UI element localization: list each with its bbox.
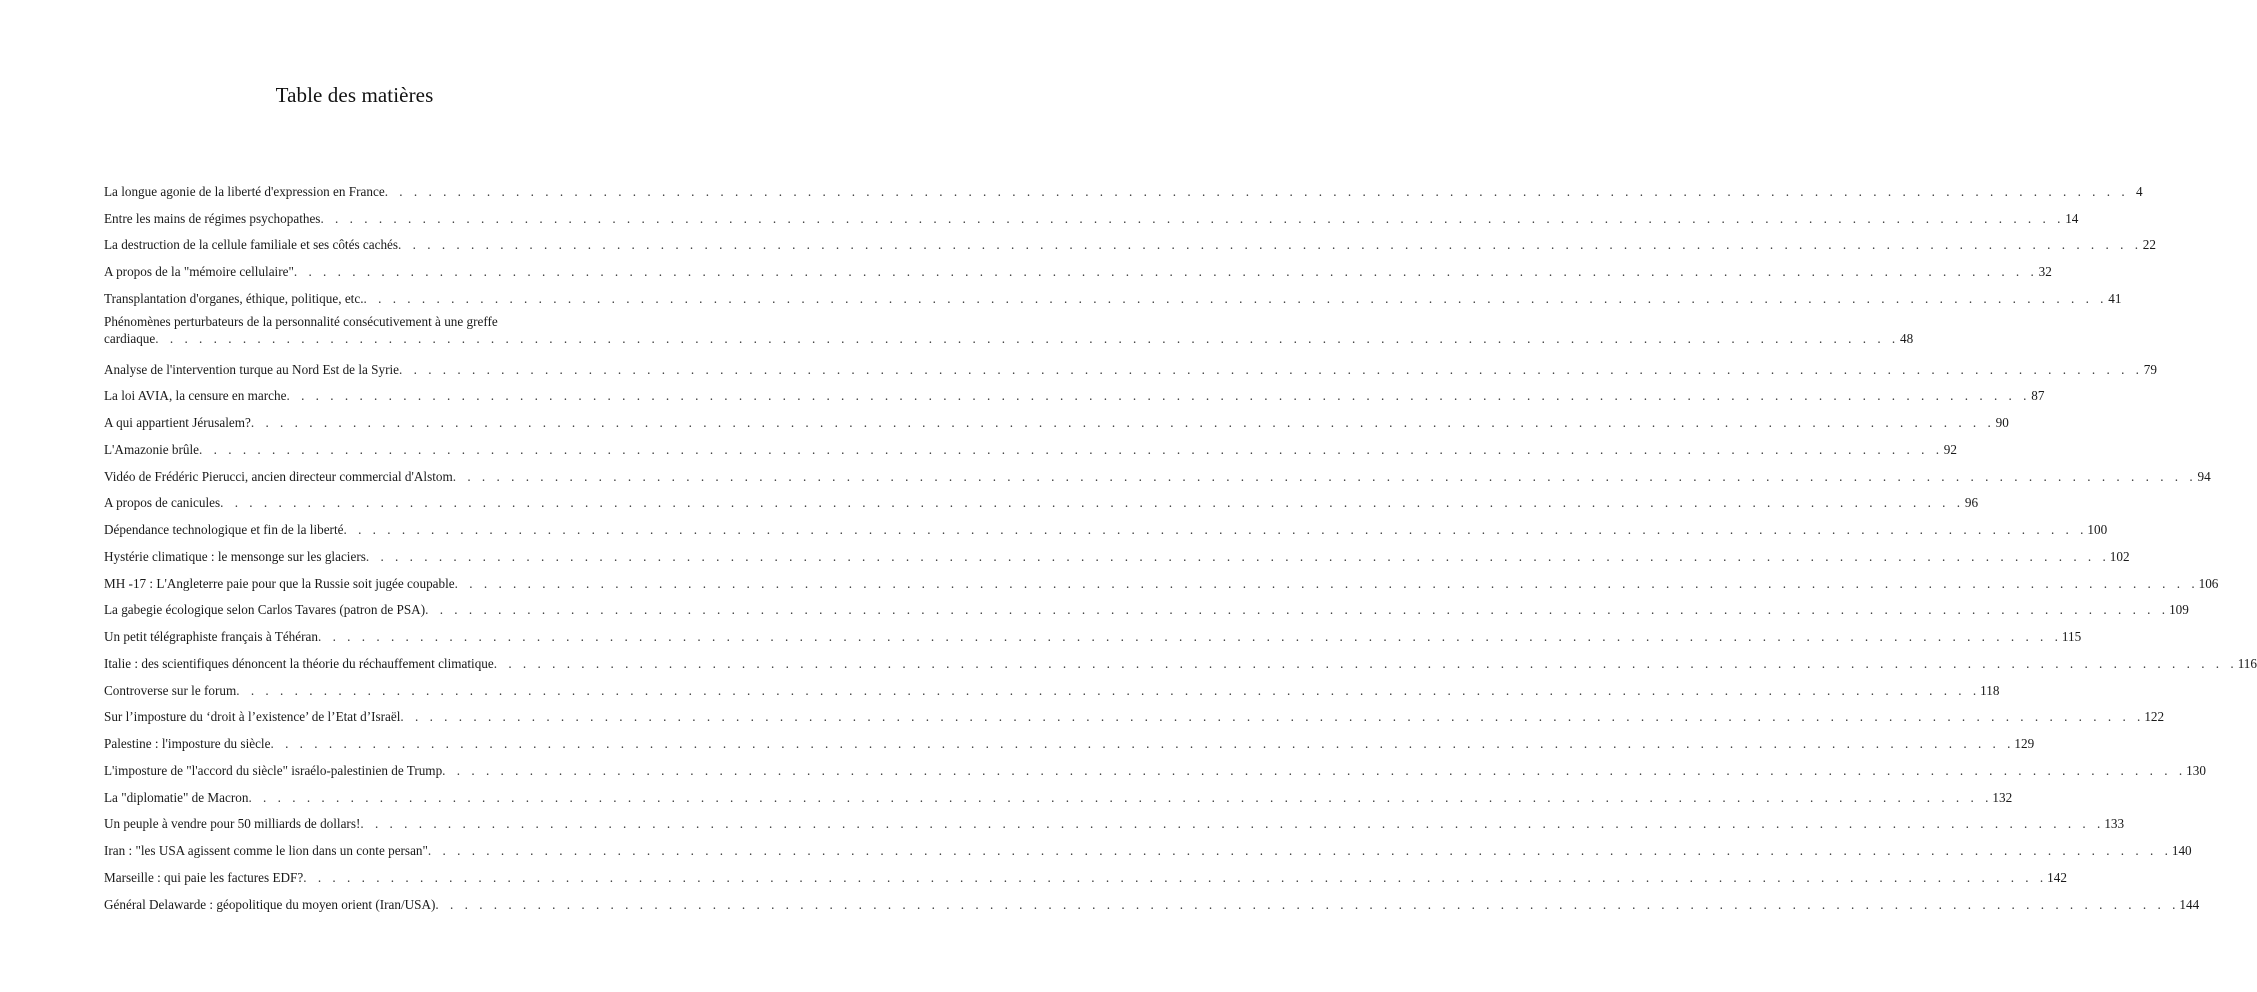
- toc-entry-page: 32: [2038, 264, 2052, 279]
- leader-dots: . . . . . . . . . . . . . . . . . . . . . . . . . . . . . . . . . . . . . . . . . . . . . . . . . . . . . . . . . . . . . . . . . . . . . . . . . . . . . . . . . . . . . . . . . . . . . . . . . . . . . . . . . . . . . . . . . . . . . . . .: [452, 468, 2197, 484]
- leader-dots: . . . . . . . . . . . . . . . . . . . . . . . . . . . . . . . . . . . . . . . . . . . . . . . . . . . . . . . . . . . . . . . . . . . . . . . . . . . . . . . . . . . . . . . . . . . . . . . . . . . . . . . . . . . . . . . . . . . . . . . .: [493, 655, 2238, 671]
- toc-entry-title: La gabegie écologique selon Carlos Tavares (patron de PSA): [104, 602, 426, 618]
- toc-entry[interactable]: [104, 256, 2052, 283]
- toc-entry[interactable]: [104, 755, 2206, 782]
- leader-dots: . . . . . . . . . . . . . . . . . . . . . . . . . . . . . . . . . . . . . . . . . . . . . . . . . . . . . . . . . . . . . . . . . . . . . . . . . . . . . . . . . . . . . . . . . . . . . . . . . . . . . . . . . . . . . . . . . . . . . . . .: [220, 495, 1965, 511]
- toc-entry[interactable]: [104, 407, 2009, 434]
- leader-dots: . . . . . . . . . . . . . . . . . . . . . . . . . . . . . . . . . . . . . . . . . . . . . . . . . . . . . . . . . . . . . . . . . . . . . . . . . . . . . . . . . . . . . . . . . . . . . . . . . . . . . . . . . . . . . . . . . . . . . . . .: [343, 522, 2088, 537]
- toc-entry[interactable]: [104, 568, 2219, 595]
- toc-entry-page: 100: [2087, 522, 2108, 537]
- toc-entry-page: 144: [2179, 896, 2200, 912]
- toc-entry-page: 116: [2237, 655, 2257, 671]
- toc-entry-page: 79: [2143, 361, 2157, 377]
- toc-entry[interactable]: [104, 809, 2125, 836]
- toc-entry-title: L'Amazonie brûle: [104, 441, 200, 457]
- leader-dots: . . . . . . . . . . . . . . . . . . . . . . . . . . . . . . . . . . . . . . . . . . . . . . . . . . . . . . . . . . . . . . . . . . . . . . . . . . . . . . . . . . . . . . . . . . . . . . . . . . . . . . . . . . . . . . . . . . . . . . . .: [425, 602, 2170, 618]
- toc-entry-page: 4: [2136, 183, 2143, 199]
- toc-entry-title: Analyse de l'intervention turque au Nord Est de la Syrie: [104, 361, 399, 377]
- toc-entry-title: Entre les mains de régimes psychopathes: [104, 210, 321, 226]
- toc-entry-title: Hystérie climatique : le mensonge sur les glaciers: [104, 548, 366, 564]
- toc-entry-title: Dépendance technologique et fin de la liberté: [104, 522, 344, 537]
- toc-entry[interactable]: [104, 176, 2143, 203]
- toc-entry-title: Général Delawarde : géopolitique du moyen orient (Iran/USA): [104, 896, 436, 912]
- toc-entry-title: A propos de canicules: [104, 495, 221, 511]
- toc-entry-title: Italie : des scientifiques dénoncent la théorie du réchauffement climatique: [104, 655, 494, 671]
- toc-entry-page: 92: [1943, 441, 1957, 457]
- toc-entry-title: La "diplomatie" de Macron: [104, 789, 249, 805]
- toc-entry-page: 122: [2144, 709, 2165, 725]
- toc-entry[interactable]: [104, 862, 2067, 889]
- toc-entry[interactable]: [104, 283, 2122, 310]
- toc-entry[interactable]: [104, 230, 2156, 257]
- toc-entry-title: L'imposture de "l'accord du siècle" israélo-palestinien de Trump: [104, 762, 443, 778]
- toc-entry-page: 87: [2031, 388, 2045, 404]
- leader-dots: . . . . . . . . . . . . . . . . . . . . . . . . . . . . . . . . . . . . . . . . . . . . . . . . . . . . . . . . . . . . . . . . . . . . . . . . . . . . . . . . . . . . . . . . . . . . . . . . . . . . . . . . . . . . . . . . . . . . . . . .: [365, 548, 2110, 564]
- leader-dots: . . . . . . . . . . . . . . . . . . . . . . . . . . . . . . . . . . . . . . . . . . . . . . . . . . . . . . . . . . . . . . . . . . . . . . . . . . . . . . . . . . . . . . . . . . . . . . . . . . . . . . . . . . . . . . . . . . . . . . . .: [398, 237, 2142, 253]
- toc-entry[interactable]: [104, 541, 2130, 568]
- toc-entry[interactable]: [104, 461, 2211, 488]
- toc-entry[interactable]: [104, 488, 1979, 515]
- toc-entry[interactable]: [104, 381, 2045, 408]
- leader-dots: . . . . . . . . . . . . . . . . . . . . . . . . . . . . . . . . . . . . . . . . . . . . . . . . . . . . . . . . . . . . . . . . . . . . . . . . . . . . . . . . . . . . . . . . . . . . . . . . . . . . . . . . . . . . . . . . . . . . . . . .: [400, 709, 2145, 725]
- toc-entry-page: 96: [1964, 495, 1979, 511]
- leader-dots: . . . . . . . . . . . . . . . . . . . . . . . . . . . . . . . . . . . . . . . . . . . . . . . . . . . . . . . . . . . . . . . . . . . . . . . . . . . . . . . . . . . . . . . . . . . . . . . . . . . . . . . . . . . . . . . . . . . . . . . .: [248, 789, 1993, 805]
- toc-entry-page: 130: [2186, 762, 2206, 778]
- leader-dots: . . . . . . . . . . . . . . . . . . . . . . . . . . . . . . . . . . . . . . . . . . . . . . . . . . . . . . . . . . . . . . . . . . . . . . . . . . . . . . . . . . . . . . . . . . . . . . . . . . . . . . . . . . . . . . . . . . . . . . . .: [360, 816, 2105, 832]
- leader-dots: . . . . . . . . . . . . . . . . . . . . . . . . . . . . . . . . . . . . . . . . . . . . . . . . . . . . . . . . . . . . . . . . . . . . . . . . . . . . . . . . . . . . . . . . . . . . . . . . . . . . . . . . . . . . . . . . . . . . . . . .: [427, 843, 2172, 858]
- leader-dots: . . . . . . . . . . . . . . . . . . . . . . . . . . . . . . . . . . . . . . . . . . . . . . . . . . . . . . . . . . . . . . . . . . . . . . . . . . . . . . . . . . . . . . . . . . . . . . . . . . . . . . . . . . . . . . . . . . . . . . . .: [435, 896, 2180, 912]
- toc-entry-title: La loi AVIA, la censure en marche: [104, 388, 287, 404]
- leader-dots: . . . . . . . . . . . . . . . . . . . . . . . . . . . . . . . . . . . . . . . . . . . . . . . . . . . . . . . . . . . . . . . . . . . . . . . . . . . . . . . . . . . . . . . . . . . . . . . . . . . . . . . . . . . . . . . . . . . . . . . .: [320, 210, 2065, 226]
- toc-entry[interactable]: [104, 354, 2157, 381]
- toc-entry[interactable]: [104, 514, 2108, 541]
- toc-entry[interactable]: [104, 310, 1914, 354]
- toc-entry[interactable]: [104, 889, 2200, 916]
- toc-entry-title: Controverse sur le forum: [104, 682, 237, 698]
- toc-entry-title: Transplantation d'organes, éthique, politique, etc.: [104, 290, 364, 306]
- toc-entry-page: 142: [2047, 869, 2067, 885]
- leader-dots: . . . . . . . . . . . . . . . . . . . . . . . . . . . . . . . . . . . . . . . . . . . . . . . . . . . . . . . . . . . . . . . . . . . . . . . . . . . . . . . . . . . . . . . . . . . . . . . . . . . . . . . . . . . . . . . . . . . . . . . .: [236, 682, 1981, 698]
- toc-entry-title: A propos de la "mémoire cellulaire": [104, 264, 294, 279]
- leader-dots: . . . . . . . . . . . . . . . . . . . . . . . . . . . . . . . . . . . . . . . . . . . . . . . . . . . . . . . . . . . . . . . . . . . . . . . . . . . . . . . . . . . . . . . . . . . . . . . . . . . . . . . . . . . . . . . . . . . . . . . .: [250, 415, 1995, 430]
- leader-dots: . . . . . . . . . . . . . . . . . . . . . . . . . . . . . . . . . . . . . . . . . . . . . . . . . . . . . . . . . . . . . . . . . . . . . . . . . . . . . . . . . . . . . . . . . . . . . . . . . . . . . . . . . . . . . . . . . . . . . . . .: [199, 441, 1943, 457]
- toc-entry-title: Phénomènes perturbateurs de la personnalité consécutivement à une greffe: [104, 313, 498, 329]
- leader-dots: . . . . . . . . . . . . . . . . . . . . . . . . . . . . . . . . . . . . . . . . . . . . . . . . . . . . . . . . . . . . . . . . . . . . . . . . . . . . . . . . . . . . . . . . . . . . . . . . . . . . . . . . . . . . . . . . . . . . . . . .: [303, 869, 2048, 885]
- toc-entry[interactable]: [104, 621, 2082, 648]
- leader-dots: . . . . . . . . . . . . . . . . . . . . . . . . . . . . . . . . . . . . . . . . . . . . . . . . . . . . . . . . . . . . . . . . . . . . . . . . . . . . . . . . . . . . . . . . . . . . . . . . . . . . . . . . . . . . . . . . . . . . . . . .: [317, 629, 2062, 644]
- toc-entry[interactable]: [104, 203, 2079, 230]
- toc-entry-title: Marseille : qui paie les factures EDF?: [104, 869, 304, 885]
- toc-entry-page: 48: [1900, 330, 1914, 346]
- toc-entry-page: 22: [2142, 237, 2156, 253]
- toc-entry-page: 106: [2198, 575, 2219, 591]
- toc-entry[interactable]: [104, 595, 2189, 622]
- table-of-contents: [104, 176, 2257, 916]
- toc-entry-title: La destruction de la cellule familiale et ses côtés cachés: [104, 237, 399, 253]
- toc-entry[interactable]: [104, 675, 2000, 702]
- toc-entry[interactable]: [104, 702, 2165, 729]
- toc-entry[interactable]: [104, 835, 2192, 862]
- leader-dots: . . . . . . . . . . . . . . . . . . . . . . . . . . . . . . . . . . . . . . . . . . . . . . . . . . . . . . . . . . . . . . . . . . . . . . . . . . . . . . . . . . . . . . . . . . . . . . . . . . . . . . . . . . . . . . . . . . . . . . . .: [384, 183, 2129, 199]
- leader-dots: . . . . . . . . . . . . . . . . . . . . . . . . . . . . . . . . . . . . . . . . . . . . . . . . . . . . . . . . . . . . . . . . . . . . . . . . . . . . . . . . . . . . . . . . . . . . . . . . . . . . . . . . . . . . . . . . . . . . . . . .: [286, 388, 2031, 404]
- toc-entry-page: 129: [2014, 736, 2035, 751]
- toc-entry-title: Sur l’imposture du ‘droit à l’existence’ de l’Etat d’Israël: [104, 709, 401, 725]
- leader-dots: . . . . . . . . . . . . . . . . . . . . . . . . . . . . . . . . . . . . . . . . . . . . . . . . . . . . . . . . . . . . . . . . . . . . . . . . . . . . . . . . . . . . . . . . . . . . . . . . . . . . . . . . . . . . . . . . . . . . . . . .: [270, 736, 2015, 751]
- toc-entry-title: Iran : "les USA agissent comme le lion dans un conte persan": [104, 843, 428, 858]
- toc-entry-page: 41: [2108, 290, 2122, 306]
- toc-entry-title: MH -17 : L'Angleterre paie pour que la Russie soit jugée coupable: [104, 575, 455, 591]
- toc-entry-title-continued: cardiaque: [104, 330, 156, 346]
- leader-dots: . . . . . . . . . . . . . . . . . . . . . . . . . . . . . . . . . . . . . . . . . . . . . . . . . . . . . . . . . . . . . . . . . . . . . . . . . . . . . . . . . . . . . . . . . . . . . . . . . . . . . . . . . . . . . . . . . . . . . . . .: [293, 264, 2038, 279]
- toc-entry-title: Un petit télégraphiste français à Téhéran: [104, 629, 318, 644]
- toc-entry-title: A qui appartient Jérusalem?: [104, 415, 251, 430]
- toc-entry-page: 94: [2197, 468, 2211, 484]
- toc-entry-page: 140: [2171, 843, 2192, 858]
- toc-entry-page: 115: [2061, 629, 2082, 644]
- toc-entry-page: 118: [1980, 682, 2000, 698]
- toc-entry-title: Un peuple à vendre pour 50 milliards de dollars!: [104, 816, 361, 832]
- leader-dots: . . . . . . . . . . . . . . . . . . . . . . . . . . . . . . . . . . . . . . . . . . . . . . . . . . . . . . . . . . . . . . . . . . . . . . . . . . . . . . . . . . . . . . . . . . . . . . . . . . . . . . . . . . . . . . . . . . . . . . . .: [399, 361, 2143, 377]
- leader-dots: . . . . . . . . . . . . . . . . . . . . . . . . . . . . . . . . . . . . . . . . . . . . . . . . . . . . . . . . . . . . . . . . . . . . . . . . . . . . . . . . . . . . . . . . . . . . . . . . . . . . . . . . . . . . . . . . . . . . . . . .: [442, 762, 2187, 778]
- toc-entry[interactable]: [104, 728, 2035, 755]
- toc-entry-page: 14: [2065, 210, 2079, 226]
- toc-entry-page: 90: [1995, 415, 2009, 430]
- toc-entry[interactable]: [104, 782, 2013, 809]
- toc-entry[interactable]: [104, 648, 2257, 675]
- page-title: Table des matières: [275, 83, 434, 107]
- toc-entry-title: La longue agonie de la liberté d'expression en France: [104, 183, 385, 199]
- toc-entry-page: 102: [2109, 548, 2130, 564]
- toc-entry[interactable]: [104, 434, 1957, 461]
- leader-dots: . . . . . . . . . . . . . . . . . . . . . . . . . . . . . . . . . . . . . . . . . . . . . . . . . . . . . . . . . . . . . . . . . . . . . . . . . . . . . . . . . . . . . . . . . . . . . . . . . . . . . . . . . . . . . . . . . . . . . . . .: [454, 575, 2199, 591]
- toc-entry-page: 109: [2169, 602, 2189, 618]
- toc-entry-title: Palestine : l'imposture du siècle: [104, 736, 271, 751]
- toc-entry-title: Vidéo de Frédéric Pierucci, ancien directeur commercial d'Alstom: [104, 468, 453, 484]
- leader-dots: . . . . . . . . . . . . . . . . . . . . . . . . . . . . . . . . . . . . . . . . . . . . . . . . . . . . . . . . . . . . . . . . . . . . . . . . . . . . . . . . . . . . . . . . . . . . . . . . . . . . . . . . . . . . . . . . . . . . . . . .: [155, 330, 1900, 346]
- toc-entry-page: 132: [1992, 789, 2013, 805]
- toc-entry-page: 133: [2104, 816, 2125, 832]
- leader-dots: . . . . . . . . . . . . . . . . . . . . . . . . . . . . . . . . . . . . . . . . . . . . . . . . . . . . . . . . . . . . . . . . . . . . . . . . . . . . . . . . . . . . . . . . . . . . . . . . . . . . . . . . . . . . . . . . . . . . . . . .: [363, 290, 2108, 306]
